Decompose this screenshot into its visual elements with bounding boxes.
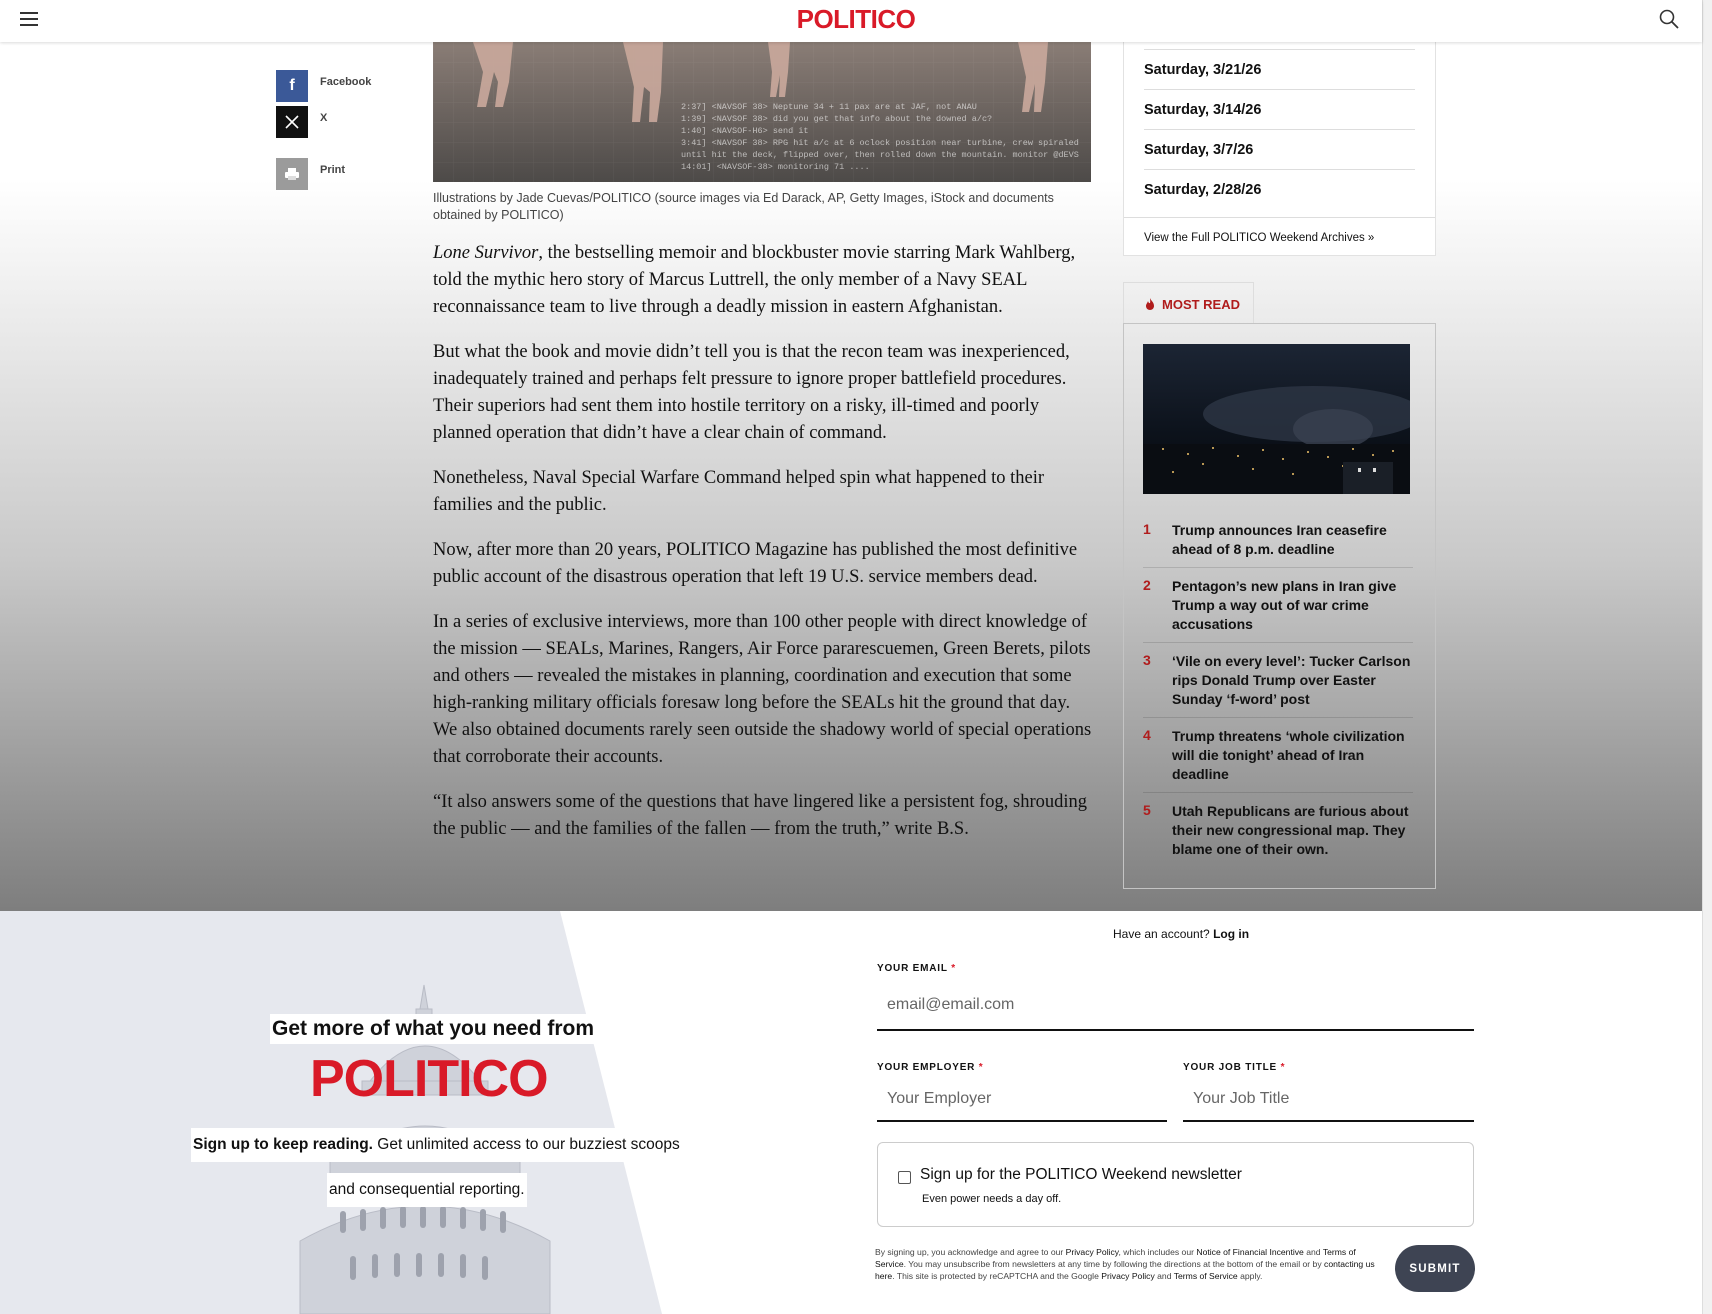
newsletter-subtitle: Even power needs a day off.: [922, 1193, 1062, 1205]
hero-overlay-line: 3:41] <NAVSOF 38> RPG hit a/c at 6 oclock position near turbine, crew spiraled: [681, 138, 1079, 148]
email-label-text: YOUR EMAIL: [877, 963, 948, 974]
share-facebook[interactable]: [276, 70, 372, 102]
signup-promo: [0, 911, 850, 1314]
signup-overlay: [0, 911, 1702, 1314]
share-x-label[interactable]: X: [320, 112, 328, 124]
newsletter-checkbox[interactable]: [898, 1171, 911, 1184]
promo-text-rest: Get unlimited access to our buzziest scoops: [373, 1136, 680, 1153]
tab-most-read[interactable]: [1123, 282, 1254, 324]
article-paragraph: Nonetheless, Naval Special Warfare Command helped spin what happened to their families and the public.: [433, 468, 1045, 515]
hero-overlay-line: 1:39] <NAVSOF 38> did you get that info about the downed a/c?: [681, 114, 993, 124]
right-rail: [1123, 42, 1436, 857]
submit-button[interactable]: SUBMIT: [1395, 1245, 1475, 1292]
employer-label: [877, 1062, 984, 1073]
tab-most-read-label[interactable]: MOST READ: [1162, 297, 1240, 312]
google-privacy-link[interactable]: Privacy Policy: [1101, 1271, 1155, 1281]
hero-overlay-line: until hit the deck, flipped over, then rolled down the mountain. monitor @dEVS: [681, 150, 1079, 160]
legal-text: . This site is protected by reCAPTCHA and the Google: [892, 1271, 1102, 1281]
email-label: [877, 963, 956, 974]
promo-text-line2: and consequential reporting.: [327, 1173, 527, 1207]
most-read-title[interactable]: Utah Republicans are furious about their new congressional map. They blame one of their own.: [1172, 803, 1409, 857]
most-read-rank: 1: [1143, 521, 1151, 537]
book-title: Lone Survivor: [433, 243, 539, 263]
most-read-title[interactable]: ‘Vile on every level’: Tucker Carlson rips Donald Trump over Easter Sunday ‘f-word’ post: [1172, 653, 1411, 707]
article-paragraph: In a series of exclusive interviews, more than 100 other people with direct knowledge of the mission — SEALs, Marines, Rangers, Air Force pararescuemen, Green Berets, pilots and others — revealed the mistakes in planning, coordination and execution that some high-ranking military officials foresaw long before the SEALs hit the ground that day. We also obtained documents rarely seen outside the shadowy world of special operations that corroborate their accounts.: [433, 612, 1092, 767]
article-paragraph: “It also answers some of the questions that have lingered like a persistent fog, shrouding the public — and the families of the fallen — from the truth,” write B.S.: [433, 792, 1088, 839]
contact-us-link[interactable]: contacting us here: [875, 1259, 1375, 1281]
job-title-label-text: YOUR JOB TITLE: [1183, 1062, 1277, 1073]
employer-label-text: YOUR EMPLOYER: [877, 1062, 976, 1073]
image-caption: Illustrations by Jade Cuevas/POLITICO (source images via Ed Darack, AP, Getty Images, iStock and documents obtained by POLITICO): [433, 191, 1054, 222]
legal-text: and: [1303, 1247, 1323, 1257]
email-field[interactable]: [877, 981, 1474, 1031]
required-mark: *: [978, 1062, 984, 1073]
paragraph-text: , the bestselling memoir and blockbuster movie starring Mark Wahlberg, told the mythic hero story of Marcus Luttrell, the only member of a Navy SEAL reconnaissance team to live through a deadly mission in eastern Afghanistan.: [433, 243, 1076, 317]
financial-incentive-link[interactable]: Notice of Financial Incentive: [1196, 1247, 1304, 1257]
most-read-image[interactable]: [1143, 344, 1410, 494]
article-paragraph: Now, after more than 20 years, POLITICO Magazine has published the most definitive public account of the disastrous operation that left 19 U.S. service members dead.: [433, 540, 1078, 587]
google-terms-link[interactable]: Terms of Service: [1173, 1271, 1238, 1281]
article-body: [433, 240, 1093, 861]
x-icon[interactable]: [276, 106, 308, 138]
printer-icon[interactable]: [276, 158, 308, 190]
account-prompt-text: Have an account?: [1113, 927, 1214, 941]
newsletter-title[interactable]: Sign up for the POLITICO Weekend newsletter: [920, 1166, 1242, 1183]
hero-graphic: [433, 42, 1091, 182]
most-read-title[interactable]: Pentagon’s new plans in Iran give Trump a way out of war crime accusations: [1172, 578, 1397, 632]
most-read-item[interactable]: [1143, 512, 1413, 568]
hero-overlay-line: 2:37] <NAVSOF 38> Neptune 34 + 11 pax are at JAF, not ANAU: [681, 102, 977, 112]
legal-text: apply.: [1237, 1271, 1263, 1281]
job-title-label: [1183, 1062, 1285, 1073]
scrollbar[interactable]: [1702, 0, 1712, 1314]
most-read-rank: 3: [1143, 652, 1151, 668]
most-read-panel: [1123, 323, 1436, 889]
most-read-title[interactable]: Trump announces Iran ceasefire ahead of 8 p.m. deadline: [1172, 522, 1387, 557]
promo-headline: Get more of what you need from: [270, 1014, 596, 1044]
hero-overlay-line: 14:01] <NAVSOF-38> monitoring 71 ....: [681, 162, 870, 172]
most-read-item[interactable]: [1143, 568, 1413, 643]
hero-overlay-line: 1:40] <NAVSOF-H6> send it: [681, 126, 809, 136]
required-mark: *: [1280, 1062, 1286, 1073]
job-title-field[interactable]: [1183, 1078, 1474, 1122]
employer-field[interactable]: [877, 1078, 1167, 1122]
legal-text: . You may unsubscribe from newsletters at any time by following the directions at the bottom of the email or by: [903, 1259, 1325, 1269]
required-mark: *: [951, 963, 956, 974]
legal-text: and: [1154, 1271, 1174, 1281]
article-paragraph: But what the book and movie didn’t tell you is that the recon team was inexperienced, inadequately trained and perhaps felt pressure to ignore proper battlefield procedures. Their superiors had sent them into hostile territory on a risky, ill-timed and poorly planned operation that didn’t have a clear chain of command.: [433, 342, 1070, 443]
flame-icon: [1145, 298, 1155, 310]
politico-logo[interactable]: POLITICO: [796, 4, 916, 34]
most-read-list: [1143, 512, 1413, 867]
archive-link[interactable]: View the Full POLITICO Weekend Archives »: [1124, 217, 1435, 255]
promo-text-bold: Sign up to keep reading.: [193, 1136, 373, 1153]
legal-text: , which includes our: [1118, 1247, 1197, 1257]
terms-of-service-link[interactable]: Terms of Service: [875, 1247, 1356, 1269]
promo-politico-logo: POLITICO: [310, 1050, 548, 1108]
most-read-rank: 4: [1143, 727, 1151, 743]
weekend-archive: [1123, 42, 1436, 256]
legal-text: By signing up, you acknowledge and agree to our: [875, 1247, 1066, 1257]
most-read-title[interactable]: Trump threatens ‘whole civilization will die tonight’ ahead of Iran deadline: [1172, 728, 1405, 782]
newsletter-option: [877, 1142, 1474, 1227]
article-paragraph: [433, 240, 1093, 321]
top-nav: [0, 0, 1702, 42]
share-facebook-label[interactable]: Facebook: [320, 76, 372, 88]
share-x[interactable]: [276, 106, 328, 138]
promo-text: [191, 1128, 682, 1162]
night-city-image: [1143, 344, 1410, 494]
most-read-rank: 5: [1143, 802, 1151, 818]
archive-item[interactable]: Saturday, 3/7/26: [1144, 129, 1415, 169]
share-print-label[interactable]: Print: [320, 164, 346, 176]
hero-illustration: [433, 42, 1091, 182]
share-print[interactable]: [276, 158, 346, 190]
most-read-rank: 2: [1143, 577, 1151, 593]
archive-item[interactable]: Saturday, 2/28/26: [1144, 169, 1415, 209]
most-read-item[interactable]: [1143, 718, 1413, 793]
login-link[interactable]: Log in: [1213, 927, 1250, 941]
facebook-icon[interactable]: f: [276, 70, 308, 102]
most-read-item[interactable]: [1143, 643, 1413, 718]
archive-item[interactable]: Saturday, 3/14/26: [1144, 89, 1415, 129]
most-read-item[interactable]: [1143, 793, 1413, 867]
privacy-policy-link[interactable]: Privacy Policy: [1065, 1247, 1119, 1257]
search-icon[interactable]: [1658, 8, 1680, 30]
legal-notice: [875, 1246, 1375, 1282]
account-prompt: [1113, 927, 1249, 941]
archive-item[interactable]: Saturday, 3/21/26: [1144, 49, 1415, 89]
